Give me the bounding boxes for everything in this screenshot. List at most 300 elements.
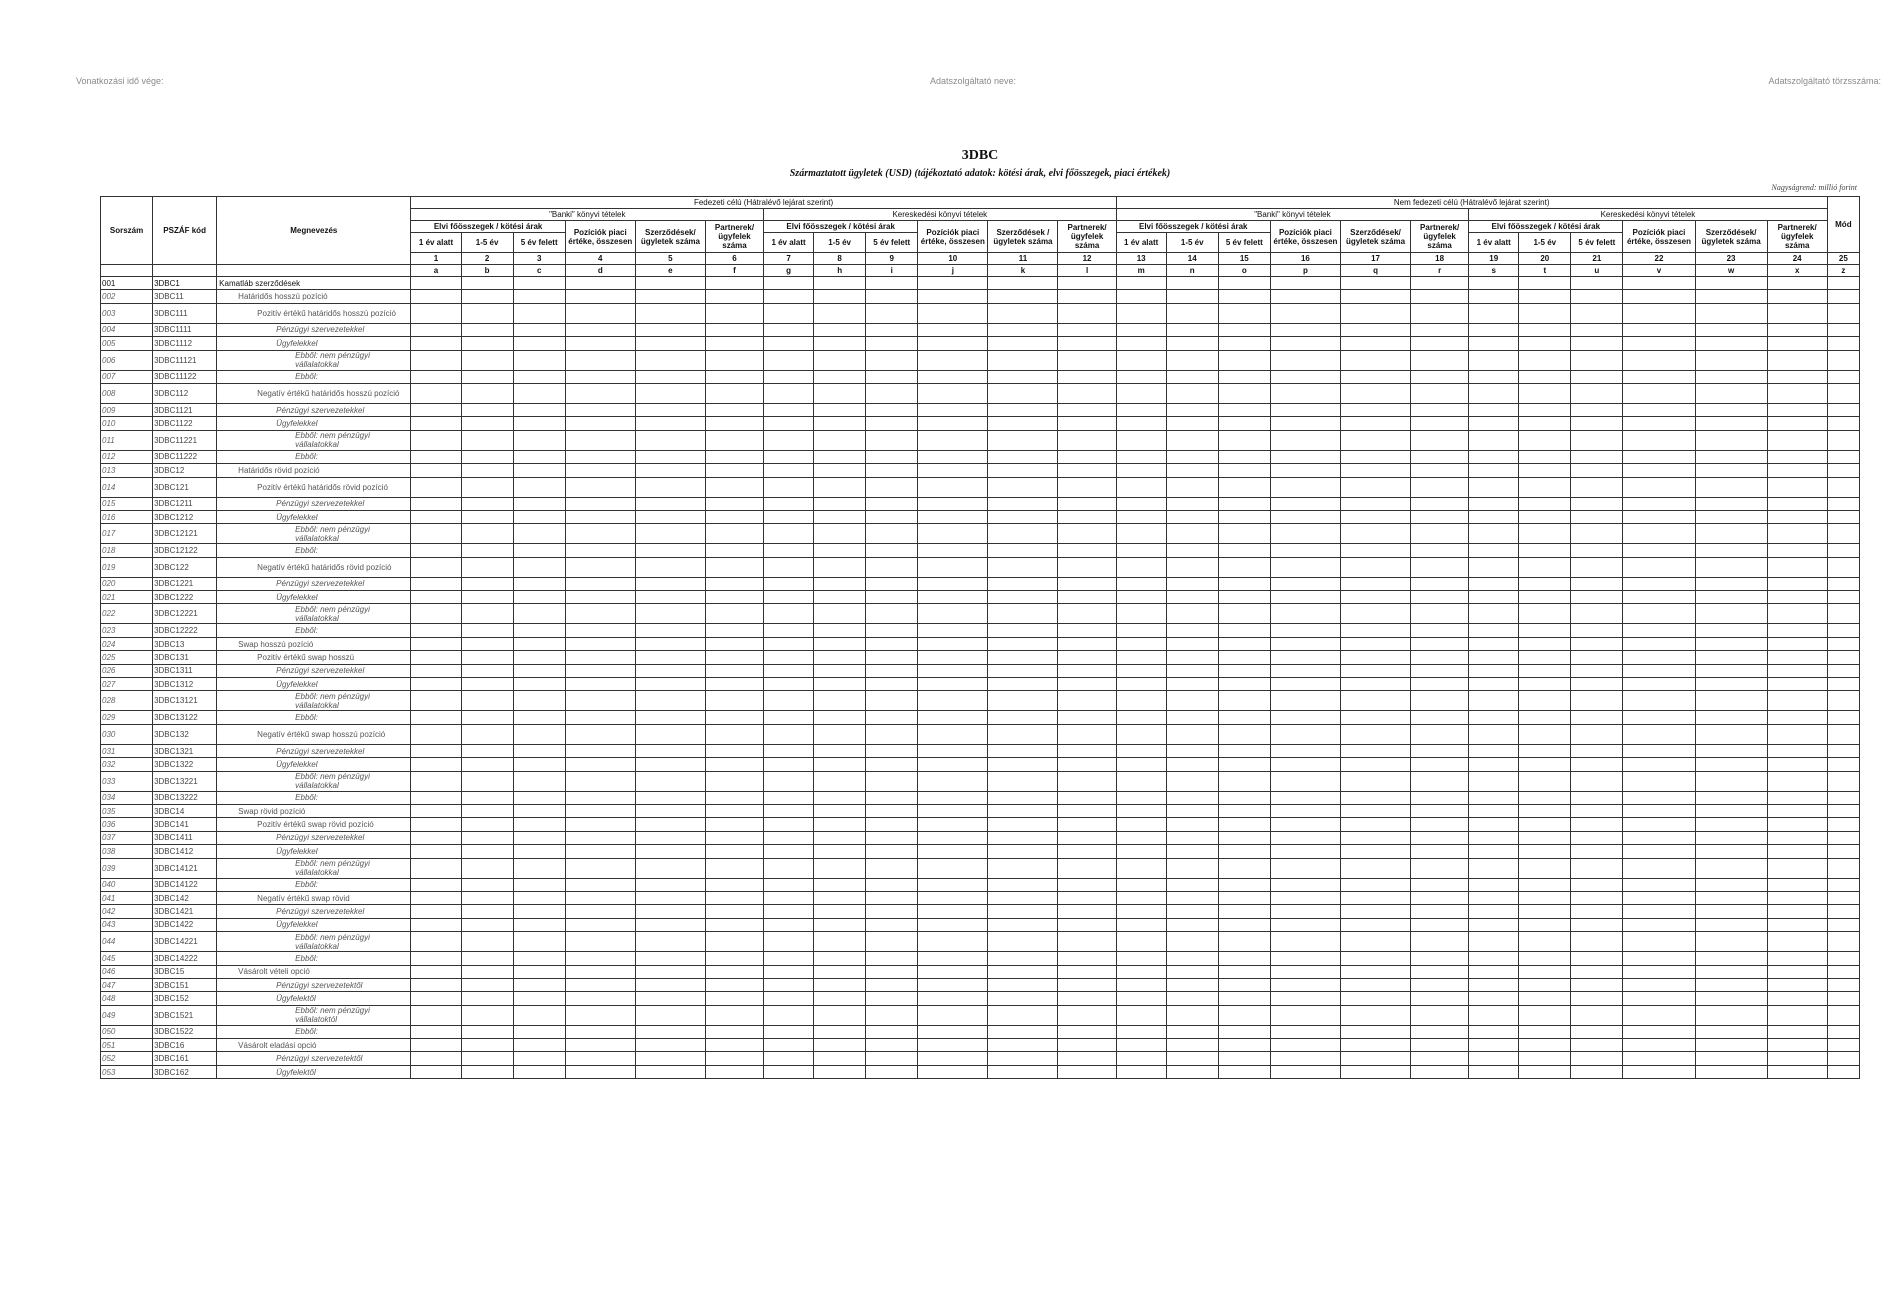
value-cell[interactable]: [1166, 651, 1218, 664]
value-cell[interactable]: [705, 403, 763, 416]
value-cell[interactable]: [1623, 497, 1695, 510]
value-cell[interactable]: [1827, 691, 1859, 711]
value-cell[interactable]: [1695, 744, 1767, 757]
value-cell[interactable]: [918, 691, 988, 711]
value-cell[interactable]: [1218, 383, 1270, 403]
value-cell[interactable]: [1827, 1039, 1859, 1052]
value-cell[interactable]: [1571, 403, 1623, 416]
value-cell[interactable]: [1340, 510, 1410, 523]
value-cell[interactable]: [1519, 858, 1571, 878]
value-cell[interactable]: [1116, 290, 1166, 303]
value-cell[interactable]: [1767, 918, 1827, 931]
value-cell[interactable]: [1469, 918, 1519, 931]
value-cell[interactable]: [411, 691, 461, 711]
value-cell[interactable]: [1166, 858, 1218, 878]
value-cell[interactable]: [705, 450, 763, 463]
value-cell[interactable]: [918, 403, 988, 416]
value-cell[interactable]: [513, 758, 565, 771]
value-cell[interactable]: [1767, 290, 1827, 303]
value-cell[interactable]: [705, 771, 763, 791]
value-cell[interactable]: [1767, 337, 1827, 350]
value-cell[interactable]: [1827, 965, 1859, 978]
value-cell[interactable]: [1116, 277, 1166, 290]
value-cell[interactable]: [814, 711, 866, 724]
value-cell[interactable]: [1571, 323, 1623, 336]
value-cell[interactable]: [565, 637, 635, 650]
value-cell[interactable]: [1571, 337, 1623, 350]
value-cell[interactable]: [866, 350, 918, 370]
value-cell[interactable]: [1218, 637, 1270, 650]
value-cell[interactable]: [1623, 510, 1695, 523]
value-cell[interactable]: [635, 691, 705, 711]
value-cell[interactable]: [1116, 678, 1166, 691]
value-cell[interactable]: [1469, 497, 1519, 510]
value-cell[interactable]: [411, 624, 461, 637]
value-cell[interactable]: [1340, 831, 1410, 844]
value-cell[interactable]: [988, 818, 1058, 831]
value-cell[interactable]: [1695, 858, 1767, 878]
value-cell[interactable]: [565, 1005, 635, 1025]
value-cell[interactable]: [918, 791, 988, 804]
value-cell[interactable]: [705, 637, 763, 650]
value-cell[interactable]: [1058, 804, 1116, 817]
value-cell[interactable]: [1340, 497, 1410, 510]
value-cell[interactable]: [1058, 350, 1116, 370]
value-cell[interactable]: [565, 804, 635, 817]
value-cell[interactable]: [1767, 818, 1827, 831]
value-cell[interactable]: [764, 464, 814, 477]
value-cell[interactable]: [1166, 804, 1218, 817]
value-cell[interactable]: [1695, 905, 1767, 918]
value-cell[interactable]: [1571, 637, 1623, 650]
value-cell[interactable]: [513, 845, 565, 858]
value-cell[interactable]: [461, 791, 513, 804]
value-cell[interactable]: [1058, 450, 1116, 463]
value-cell[interactable]: [411, 277, 461, 290]
value-cell[interactable]: [1218, 417, 1270, 430]
value-cell[interactable]: [1469, 724, 1519, 744]
value-cell[interactable]: [461, 591, 513, 604]
value-cell[interactable]: [1469, 771, 1519, 791]
value-cell[interactable]: [513, 831, 565, 844]
value-cell[interactable]: [1116, 891, 1166, 904]
value-cell[interactable]: [1469, 952, 1519, 965]
value-cell[interactable]: [988, 651, 1058, 664]
value-cell[interactable]: [411, 591, 461, 604]
value-cell[interactable]: [1571, 992, 1623, 1005]
value-cell[interactable]: [866, 744, 918, 757]
value-cell[interactable]: [1827, 891, 1859, 904]
value-cell[interactable]: [1166, 818, 1218, 831]
value-cell[interactable]: [1767, 544, 1827, 557]
value-cell[interactable]: [1270, 624, 1340, 637]
value-cell[interactable]: [1623, 417, 1695, 430]
value-cell[interactable]: [866, 637, 918, 650]
value-cell[interactable]: [1058, 557, 1116, 577]
value-cell[interactable]: [705, 544, 763, 557]
value-cell[interactable]: [513, 383, 565, 403]
value-cell[interactable]: [814, 771, 866, 791]
value-cell[interactable]: [814, 591, 866, 604]
value-cell[interactable]: [1218, 1025, 1270, 1038]
value-cell[interactable]: [461, 691, 513, 711]
value-cell[interactable]: [1411, 804, 1469, 817]
value-cell[interactable]: [866, 711, 918, 724]
value-cell[interactable]: [764, 744, 814, 757]
value-cell[interactable]: [565, 791, 635, 804]
value-cell[interactable]: [814, 978, 866, 991]
value-cell[interactable]: [705, 952, 763, 965]
value-cell[interactable]: [918, 323, 988, 336]
value-cell[interactable]: [764, 905, 814, 918]
value-cell[interactable]: [1519, 624, 1571, 637]
value-cell[interactable]: [565, 403, 635, 416]
value-cell[interactable]: [764, 557, 814, 577]
value-cell[interactable]: [1519, 678, 1571, 691]
value-cell[interactable]: [461, 403, 513, 416]
value-cell[interactable]: [565, 430, 635, 450]
value-cell[interactable]: [411, 303, 461, 323]
value-cell[interactable]: [1270, 804, 1340, 817]
value-cell[interactable]: [1058, 758, 1116, 771]
value-cell[interactable]: [1218, 818, 1270, 831]
value-cell[interactable]: [814, 758, 866, 771]
value-cell[interactable]: [918, 510, 988, 523]
value-cell[interactable]: [411, 464, 461, 477]
value-cell[interactable]: [1270, 952, 1340, 965]
value-cell[interactable]: [1623, 323, 1695, 336]
value-cell[interactable]: [1340, 370, 1410, 383]
value-cell[interactable]: [1218, 591, 1270, 604]
value-cell[interactable]: [565, 383, 635, 403]
value-cell[interactable]: [866, 450, 918, 463]
value-cell[interactable]: [1116, 1039, 1166, 1052]
value-cell[interactable]: [461, 450, 513, 463]
value-cell[interactable]: [1695, 544, 1767, 557]
value-cell[interactable]: [1695, 323, 1767, 336]
value-cell[interactable]: [705, 711, 763, 724]
value-cell[interactable]: [814, 678, 866, 691]
value-cell[interactable]: [1218, 804, 1270, 817]
value-cell[interactable]: [918, 464, 988, 477]
value-cell[interactable]: [988, 637, 1058, 650]
value-cell[interactable]: [814, 965, 866, 978]
value-cell[interactable]: [1116, 403, 1166, 416]
value-cell[interactable]: [1116, 370, 1166, 383]
value-cell[interactable]: [461, 323, 513, 336]
value-cell[interactable]: [635, 403, 705, 416]
value-cell[interactable]: [764, 277, 814, 290]
value-cell[interactable]: [1411, 978, 1469, 991]
value-cell[interactable]: [764, 417, 814, 430]
value-cell[interactable]: [1767, 477, 1827, 497]
value-cell[interactable]: [1166, 497, 1218, 510]
value-cell[interactable]: [1623, 724, 1695, 744]
value-cell[interactable]: [705, 905, 763, 918]
value-cell[interactable]: [513, 664, 565, 677]
value-cell[interactable]: [565, 845, 635, 858]
value-cell[interactable]: [918, 878, 988, 891]
value-cell[interactable]: [1270, 992, 1340, 1005]
value-cell[interactable]: [705, 477, 763, 497]
value-cell[interactable]: [814, 464, 866, 477]
value-cell[interactable]: [918, 591, 988, 604]
value-cell[interactable]: [1469, 804, 1519, 817]
value-cell[interactable]: [1270, 1025, 1340, 1038]
value-cell[interactable]: [918, 965, 988, 978]
value-cell[interactable]: [461, 992, 513, 1005]
value-cell[interactable]: [635, 758, 705, 771]
value-cell[interactable]: [1827, 337, 1859, 350]
value-cell[interactable]: [1116, 845, 1166, 858]
value-cell[interactable]: [565, 965, 635, 978]
value-cell[interactable]: [513, 477, 565, 497]
value-cell[interactable]: [1571, 624, 1623, 637]
value-cell[interactable]: [705, 370, 763, 383]
value-cell[interactable]: [866, 978, 918, 991]
value-cell[interactable]: [1218, 403, 1270, 416]
value-cell[interactable]: [635, 678, 705, 691]
value-cell[interactable]: [461, 290, 513, 303]
value-cell[interactable]: [814, 878, 866, 891]
value-cell[interactable]: [866, 818, 918, 831]
value-cell[interactable]: [918, 758, 988, 771]
value-cell[interactable]: [1519, 350, 1571, 370]
value-cell[interactable]: [1270, 724, 1340, 744]
value-cell[interactable]: [918, 430, 988, 450]
value-cell[interactable]: [461, 277, 513, 290]
value-cell[interactable]: [1218, 978, 1270, 991]
value-cell[interactable]: [1767, 744, 1827, 757]
value-cell[interactable]: [1270, 604, 1340, 624]
value-cell[interactable]: [1469, 932, 1519, 952]
value-cell[interactable]: [1116, 1052, 1166, 1065]
value-cell[interactable]: [411, 337, 461, 350]
value-cell[interactable]: [1218, 604, 1270, 624]
value-cell[interactable]: [1571, 383, 1623, 403]
value-cell[interactable]: [411, 290, 461, 303]
value-cell[interactable]: [1166, 678, 1218, 691]
value-cell[interactable]: [705, 891, 763, 904]
value-cell[interactable]: [866, 477, 918, 497]
value-cell[interactable]: [1469, 430, 1519, 450]
value-cell[interactable]: [1767, 804, 1827, 817]
value-cell[interactable]: [1166, 510, 1218, 523]
value-cell[interactable]: [1116, 711, 1166, 724]
value-cell[interactable]: [1571, 831, 1623, 844]
value-cell[interactable]: [513, 1005, 565, 1025]
value-cell[interactable]: [1166, 290, 1218, 303]
value-cell[interactable]: [918, 771, 988, 791]
value-cell[interactable]: [461, 1039, 513, 1052]
value-cell[interactable]: [1058, 524, 1116, 544]
value-cell[interactable]: [1623, 758, 1695, 771]
value-cell[interactable]: [1469, 711, 1519, 724]
value-cell[interactable]: [1695, 651, 1767, 664]
value-cell[interactable]: [1340, 277, 1410, 290]
value-cell[interactable]: [1340, 918, 1410, 931]
value-cell[interactable]: [1270, 744, 1340, 757]
value-cell[interactable]: [1519, 290, 1571, 303]
value-cell[interactable]: [513, 932, 565, 952]
value-cell[interactable]: [1411, 477, 1469, 497]
value-cell[interactable]: [1058, 992, 1116, 1005]
value-cell[interactable]: [461, 624, 513, 637]
value-cell[interactable]: [1469, 965, 1519, 978]
value-cell[interactable]: [1058, 383, 1116, 403]
value-cell[interactable]: [1519, 450, 1571, 463]
value-cell[interactable]: [1623, 637, 1695, 650]
value-cell[interactable]: [988, 524, 1058, 544]
value-cell[interactable]: [1218, 791, 1270, 804]
value-cell[interactable]: [513, 992, 565, 1005]
value-cell[interactable]: [1571, 858, 1623, 878]
value-cell[interactable]: [1827, 711, 1859, 724]
value-cell[interactable]: [1411, 758, 1469, 771]
value-cell[interactable]: [1519, 464, 1571, 477]
value-cell[interactable]: [513, 1039, 565, 1052]
value-cell[interactable]: [814, 992, 866, 1005]
value-cell[interactable]: [635, 577, 705, 590]
value-cell[interactable]: [565, 290, 635, 303]
value-cell[interactable]: [1340, 978, 1410, 991]
value-cell[interactable]: [918, 637, 988, 650]
value-cell[interactable]: [1469, 905, 1519, 918]
value-cell[interactable]: [1767, 1065, 1827, 1078]
value-cell[interactable]: [988, 497, 1058, 510]
value-cell[interactable]: [411, 891, 461, 904]
value-cell[interactable]: [1411, 464, 1469, 477]
value-cell[interactable]: [1116, 477, 1166, 497]
value-cell[interactable]: [1519, 918, 1571, 931]
value-cell[interactable]: [461, 1025, 513, 1038]
value-cell[interactable]: [513, 303, 565, 323]
value-cell[interactable]: [1340, 992, 1410, 1005]
value-cell[interactable]: [461, 724, 513, 744]
value-cell[interactable]: [1571, 691, 1623, 711]
value-cell[interactable]: [1695, 637, 1767, 650]
value-cell[interactable]: [635, 965, 705, 978]
value-cell[interactable]: [1469, 604, 1519, 624]
value-cell[interactable]: [461, 678, 513, 691]
value-cell[interactable]: [1519, 771, 1571, 791]
value-cell[interactable]: [918, 350, 988, 370]
value-cell[interactable]: [1116, 858, 1166, 878]
value-cell[interactable]: [565, 577, 635, 590]
value-cell[interactable]: [1519, 524, 1571, 544]
value-cell[interactable]: [705, 1025, 763, 1038]
value-cell[interactable]: [1116, 1065, 1166, 1078]
value-cell[interactable]: [411, 1065, 461, 1078]
value-cell[interactable]: [1695, 1005, 1767, 1025]
value-cell[interactable]: [1469, 337, 1519, 350]
value-cell[interactable]: [705, 791, 763, 804]
value-cell[interactable]: [1058, 430, 1116, 450]
value-cell[interactable]: [1411, 744, 1469, 757]
value-cell[interactable]: [1695, 932, 1767, 952]
value-cell[interactable]: [918, 724, 988, 744]
value-cell[interactable]: [1469, 303, 1519, 323]
value-cell[interactable]: [988, 878, 1058, 891]
value-cell[interactable]: [918, 557, 988, 577]
value-cell[interactable]: [1519, 758, 1571, 771]
value-cell[interactable]: [635, 791, 705, 804]
value-cell[interactable]: [1166, 350, 1218, 370]
value-cell[interactable]: [461, 544, 513, 557]
value-cell[interactable]: [635, 464, 705, 477]
value-cell[interactable]: [814, 858, 866, 878]
value-cell[interactable]: [565, 524, 635, 544]
value-cell[interactable]: [1767, 1005, 1827, 1025]
value-cell[interactable]: [635, 637, 705, 650]
value-cell[interactable]: [1270, 403, 1340, 416]
value-cell[interactable]: [705, 878, 763, 891]
value-cell[interactable]: [866, 544, 918, 557]
value-cell[interactable]: [988, 430, 1058, 450]
value-cell[interactable]: [988, 992, 1058, 1005]
value-cell[interactable]: [918, 277, 988, 290]
value-cell[interactable]: [461, 1065, 513, 1078]
value-cell[interactable]: [1469, 891, 1519, 904]
value-cell[interactable]: [635, 524, 705, 544]
value-cell[interactable]: [461, 577, 513, 590]
value-cell[interactable]: [705, 323, 763, 336]
value-cell[interactable]: [635, 383, 705, 403]
value-cell[interactable]: [1519, 604, 1571, 624]
value-cell[interactable]: [705, 651, 763, 664]
value-cell[interactable]: [1469, 464, 1519, 477]
value-cell[interactable]: [1571, 758, 1623, 771]
value-cell[interactable]: [635, 651, 705, 664]
value-cell[interactable]: [814, 651, 866, 664]
value-cell[interactable]: [814, 804, 866, 817]
value-cell[interactable]: [513, 905, 565, 918]
value-cell[interactable]: [1623, 1065, 1695, 1078]
value-cell[interactable]: [1340, 664, 1410, 677]
value-cell[interactable]: [1340, 678, 1410, 691]
value-cell[interactable]: [988, 758, 1058, 771]
value-cell[interactable]: [705, 758, 763, 771]
value-cell[interactable]: [411, 744, 461, 757]
value-cell[interactable]: [866, 1052, 918, 1065]
value-cell[interactable]: [866, 791, 918, 804]
value-cell[interactable]: [988, 664, 1058, 677]
value-cell[interactable]: [1058, 878, 1116, 891]
value-cell[interactable]: [461, 965, 513, 978]
value-cell[interactable]: [513, 510, 565, 523]
value-cell[interactable]: [705, 1039, 763, 1052]
value-cell[interactable]: [988, 604, 1058, 624]
value-cell[interactable]: [814, 290, 866, 303]
value-cell[interactable]: [1469, 350, 1519, 370]
value-cell[interactable]: [1469, 544, 1519, 557]
value-cell[interactable]: [866, 1065, 918, 1078]
value-cell[interactable]: [1411, 791, 1469, 804]
value-cell[interactable]: [1166, 637, 1218, 650]
value-cell[interactable]: [1469, 845, 1519, 858]
value-cell[interactable]: [411, 1039, 461, 1052]
value-cell[interactable]: [1623, 370, 1695, 383]
value-cell[interactable]: [1058, 1005, 1116, 1025]
value-cell[interactable]: [866, 591, 918, 604]
value-cell[interactable]: [1695, 557, 1767, 577]
value-cell[interactable]: [513, 711, 565, 724]
value-cell[interactable]: [1166, 831, 1218, 844]
value-cell[interactable]: [1519, 691, 1571, 711]
value-cell[interactable]: [1519, 417, 1571, 430]
value-cell[interactable]: [1767, 557, 1827, 577]
value-cell[interactable]: [705, 277, 763, 290]
